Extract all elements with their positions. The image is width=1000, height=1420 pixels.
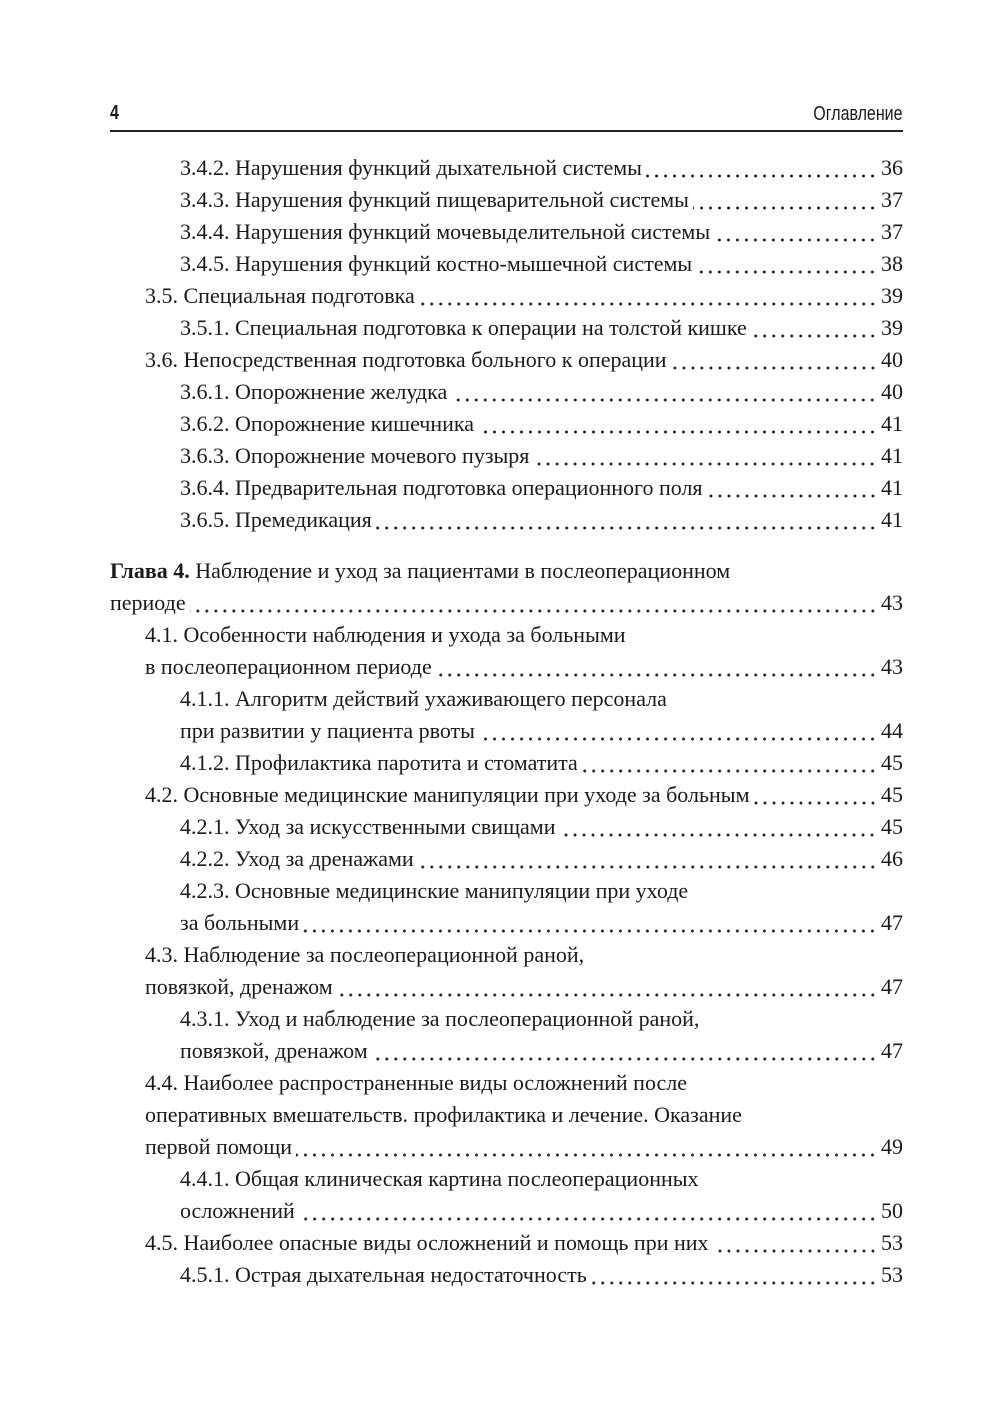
toc-entry-line [110, 408, 903, 440]
toc-entry-line [110, 280, 903, 312]
toc-entry-text: первой помощи [145, 1134, 293, 1159]
toc-entry-text: 3.6.2. Опорожнение кишечника [180, 411, 475, 436]
toc-page-number: 41 [881, 507, 903, 532]
toc-page-number: 47 [881, 1038, 903, 1063]
toc-entry-text: 4.4. Наиболее распространенные виды осложнений после [145, 1070, 687, 1095]
dot-leader [696, 248, 877, 280]
toc-page-number: 50 [881, 1198, 903, 1223]
toc-entry-text: 4.3.1. Уход и наблюдение за послеоперационной раной, [180, 1006, 700, 1031]
toc-entry-line [110, 504, 903, 536]
toc-entry[interactable] [110, 376, 903, 408]
toc-entry[interactable] [110, 280, 903, 312]
toc-entry-text: 4.2.3. Основные медицинские манипуляции при уходе [180, 878, 689, 903]
toc-entry-line [110, 248, 903, 280]
toc-entry-text: повязкой, дренажом [180, 1038, 368, 1063]
toc-entry-line [110, 376, 903, 408]
toc-entry-line [110, 1003, 903, 1035]
toc-entry-line [110, 472, 903, 504]
toc-entry-text: 3.4.4. Нарушения функций мочевыделительной системы [180, 219, 711, 244]
dot-leader [754, 779, 878, 811]
toc-entry[interactable] [110, 152, 903, 184]
toc-entry-line [110, 683, 903, 715]
toc-entry[interactable] [110, 875, 903, 939]
toc-page-number: 39 [881, 315, 903, 340]
toc-entry-text: 4.2. Основные медицинские манипуляции при уходе за больным [145, 782, 750, 807]
dot-leader [559, 811, 877, 843]
toc-entry[interactable] [110, 1227, 903, 1259]
toc-entry[interactable] [110, 843, 903, 875]
toc-entry-text: 3.6. Непосредственная подготовка больного к операции [145, 347, 667, 372]
toc-entry-text: 4.2.1. Уход за искусственными свищами [180, 814, 556, 839]
toc-entry-text: 4.2.2. Уход за дренажами [180, 846, 414, 871]
toc-entry-text [110, 555, 730, 587]
toc-entry-text: 4.3. Наблюдение за послеоперационной раной, [145, 942, 585, 967]
toc-entry[interactable] [110, 1003, 903, 1067]
toc-page-number: 39 [881, 283, 903, 308]
toc-entry-line [110, 747, 903, 779]
toc-page-number: 47 [881, 910, 903, 935]
toc-page-number: 45 [881, 750, 903, 775]
dot-leader [190, 587, 877, 619]
dot-leader [436, 651, 877, 683]
toc-entry-text: 3.6.5. Премедикация [180, 507, 372, 532]
toc-entry-text: 3.6.1. Опорожнение желудка [180, 379, 448, 404]
toc-page-number: 40 [881, 347, 903, 372]
toc-entry-text: 4.5.1. Острая дыхательная недостаточность [180, 1262, 587, 1287]
toc-entry[interactable] [110, 683, 903, 747]
toc-entry[interactable] [110, 472, 903, 504]
toc-entry-line [110, 216, 903, 248]
toc-page-number: 49 [881, 1134, 903, 1159]
toc-page-number: 37 [881, 187, 903, 212]
toc-entry[interactable] [110, 619, 903, 683]
toc-entry-line [110, 619, 903, 651]
dot-leader [714, 216, 877, 248]
toc-entry-line [110, 939, 903, 971]
running-title: Оглавление [813, 103, 903, 125]
toc-page-number: 43 [881, 654, 903, 679]
toc-entry-text: оперативных вмешательств. профилактика и лечение. Оказание [145, 1102, 742, 1127]
toc-entry-line [110, 587, 903, 619]
toc-entry[interactable] [110, 1259, 903, 1291]
toc-page-number: 41 [881, 411, 903, 436]
toc-entry[interactable] [110, 248, 903, 280]
toc-entry-line [110, 312, 903, 344]
dot-leader [418, 843, 877, 875]
toc-page-number: 53 [881, 1262, 903, 1287]
page-number: 4 [110, 102, 119, 124]
toc-page-number: 38 [881, 251, 903, 276]
toc-entry-line [110, 344, 903, 376]
toc-entry-text: 3.6.4. Предварительная подготовка операционного поля [180, 475, 703, 500]
chapter-title: Наблюдение и уход за пациентами в послеоперационном [189, 558, 731, 583]
toc-entry-line [110, 1227, 903, 1259]
toc-entry-text: 3.4.2. Нарушения функций дыхательной системы [180, 155, 642, 180]
dot-leader [713, 1227, 877, 1259]
toc-entry-text: 4.1. Особенности наблюдения и ухода за больными [145, 622, 626, 647]
dot-leader [451, 376, 877, 408]
toc-entry-line [110, 907, 903, 939]
toc-entry-line [110, 152, 903, 184]
toc-chapter-entry[interactable] [110, 555, 903, 619]
toc-entry[interactable] [110, 779, 903, 811]
dot-leader [299, 1195, 877, 1227]
dot-leader [591, 1259, 877, 1291]
toc-entry-text: 4.4.1. Общая клиническая картина послеоперационных [180, 1166, 699, 1191]
toc-entry-text: повязкой, дренажом [145, 974, 333, 999]
toc-entry[interactable] [110, 312, 903, 344]
toc-entry-text: 4.1.1. Алгоритм действий ухаживающего персонала [180, 686, 667, 711]
dot-leader [693, 184, 877, 216]
dot-leader [533, 440, 877, 472]
chapter-label: Глава 4. [110, 558, 190, 583]
toc-entry-text: 3.5.1. Специальная подготовка к операции на толстой кишке [180, 315, 747, 340]
toc-entry[interactable] [110, 440, 903, 472]
toc-entry-text: 3.6.3. Опорожнение мочевого пузыря [180, 443, 530, 468]
toc-page-number: 45 [881, 782, 903, 807]
toc-page-number: 44 [881, 718, 903, 743]
toc-entry-line [110, 1195, 903, 1227]
dot-leader [376, 504, 877, 536]
table-of-contents [110, 152, 903, 1291]
toc-entry-line [110, 1131, 903, 1163]
toc-entry[interactable] [110, 1067, 903, 1163]
toc-entry-line [110, 440, 903, 472]
dot-leader [337, 971, 877, 1003]
toc-entry-text: 3.5. Специальная подготовка [145, 283, 415, 308]
toc-entry-text: за больными [180, 910, 300, 935]
toc-entry-text: 3.4.3. Нарушения функций пищеварительной системы [180, 187, 689, 212]
toc-entry-line [110, 555, 903, 587]
dot-leader [419, 280, 877, 312]
toc-entry[interactable] [110, 216, 903, 248]
dot-leader [671, 344, 877, 376]
toc-page-number: 47 [881, 974, 903, 999]
toc-page-number: 40 [881, 379, 903, 404]
toc-page-number: 46 [881, 846, 903, 871]
toc-entry[interactable] [110, 408, 903, 440]
toc-entry-line [110, 715, 903, 747]
toc-entry[interactable] [110, 344, 903, 376]
dot-leader [582, 747, 877, 779]
dot-leader [372, 1035, 877, 1067]
toc-entry-text: при развитии у пациента рвоты [180, 718, 475, 743]
toc-entry[interactable] [110, 184, 903, 216]
toc-entry-line [110, 1035, 903, 1067]
toc-entry-text: 3.4.5. Нарушения функций костно-мышечной системы [180, 251, 693, 276]
dot-leader [646, 152, 877, 184]
toc-entry-line [110, 843, 903, 875]
toc-entry-line [110, 1099, 903, 1131]
toc-page-number: 43 [881, 590, 903, 615]
toc-entry-text: осложнений [180, 1198, 295, 1223]
running-header [110, 100, 903, 132]
toc-entry-line [110, 1259, 903, 1291]
toc-entry-line [110, 971, 903, 1003]
toc-entry[interactable] [110, 504, 903, 536]
dot-leader [303, 907, 877, 939]
toc-entry-line [110, 779, 903, 811]
dot-leader [296, 1131, 877, 1163]
toc-page-number: 36 [881, 155, 903, 180]
toc-entry-line [110, 875, 903, 907]
toc-entry-line [110, 811, 903, 843]
dot-leader [751, 312, 877, 344]
toc-entry-text: в послеоперационном периоде [145, 654, 432, 679]
toc-page-number: 37 [881, 219, 903, 244]
toc-page-number: 53 [881, 1230, 903, 1255]
toc-page-number: 45 [881, 814, 903, 839]
toc-entry-line [110, 1067, 903, 1099]
toc-entry-line [110, 184, 903, 216]
toc-entry-line [110, 1163, 903, 1195]
dot-leader [479, 715, 877, 747]
toc-entry-text: периоде [110, 590, 186, 615]
dot-leader [478, 408, 877, 440]
toc-page-number: 41 [881, 443, 903, 468]
toc-entry[interactable] [110, 939, 903, 1003]
toc-entry[interactable] [110, 811, 903, 843]
toc-entry-text: 4.1.2. Профилактика паротита и стоматита [180, 750, 578, 775]
toc-entry-line [110, 651, 903, 683]
toc-entry-text: 4.5. Наиболее опасные виды осложнений и помощь при них [145, 1230, 709, 1255]
toc-entry[interactable] [110, 1163, 903, 1227]
dot-leader [707, 472, 877, 504]
toc-entry[interactable] [110, 747, 903, 779]
toc-page-number: 41 [881, 475, 903, 500]
